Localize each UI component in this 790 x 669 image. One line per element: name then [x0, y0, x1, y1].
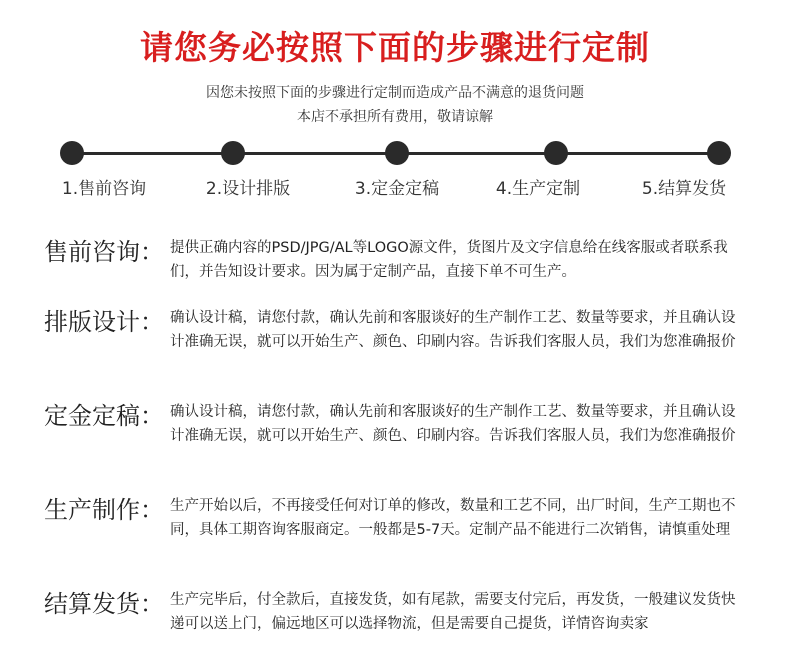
step-label-2: 2.设计排版 [205, 179, 291, 199]
timeline-dot-1 [60, 141, 84, 165]
step-label-4: 4.生产定制 [495, 179, 581, 199]
section-heading: 定金定稿： [44, 402, 164, 430]
process-timeline [0, 138, 790, 198]
step-label-3: 3.定金定稿 [354, 179, 440, 199]
step-label-5: 5.结算发货 [641, 179, 727, 199]
section-body: 生产完毕后，付全款后，直接发货，如有尾款，需要支付完后，再发货，一般建议发货快递可以送上门，偏远地区可以选择物流，但是需要自己提货，详情咨询卖家 [170, 592, 736, 632]
section-heading: 结算发货： [44, 590, 164, 618]
subtitle-line-1: 因您未按照下面的步骤进行定制而造成产品不满意的退货问题 [206, 85, 584, 101]
page-title: 请您务必按照下面的步骤进行定制 [140, 28, 650, 67]
timeline-dot-3 [385, 141, 409, 165]
timeline-dot-2 [221, 141, 245, 165]
subtitle-line-2: 本店不承担所有费用，敬请谅解 [297, 109, 493, 125]
section-heading: 排版设计： [44, 308, 164, 336]
section-heading: 售前咨询： [44, 238, 164, 266]
step-label-1: 1.售前咨询 [61, 179, 147, 199]
timeline-dot-4 [544, 141, 568, 165]
section-body: 确认设计稿，请您付款，确认先前和客服谈好的生产制作工艺、数量等要求，并且确认设计准确无误，就可以开始生产、颜色、印刷内容。告诉我们客服人员，我们为您准确报价 [170, 310, 736, 350]
section-body: 提供正确内容的PSD/JPG/AL等LOGO源文件，货图片及文字信息给在线客服或者联系我们，并告知设计要求。因为属于定制产品，直接下单不可生产。 [170, 240, 728, 280]
section-heading: 生产制作： [44, 496, 164, 524]
section-body: 生产开始以后，不再接受任何对订单的修改，数量和工艺不同，出厂时间，生产工期也不同，具体工期咨询客服商定。一般都是5-7天。定制产品不能进行二次销售，请慎重处理 [170, 498, 736, 538]
timeline-dot-5 [707, 141, 731, 165]
section-body: 确认设计稿，请您付款，确认先前和客服谈好的生产制作工艺、数量等要求，并且确认设计准确无误，就可以开始生产、颜色、印刷内容。告诉我们客服人员，我们为您准确报价 [170, 404, 736, 444]
